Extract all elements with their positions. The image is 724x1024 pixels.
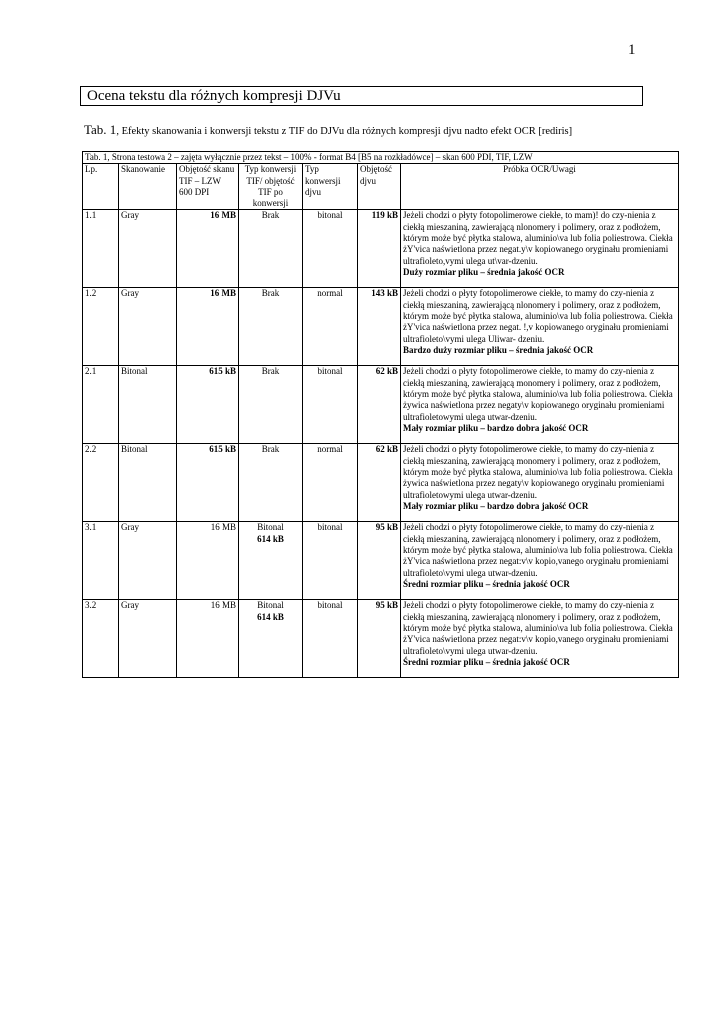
document-title: Ocena tekstu dla różnych kompresji DJVu	[80, 86, 643, 106]
table-caption	[84, 122, 684, 138]
cell-conversion	[239, 288, 303, 366]
cell-conversion	[239, 600, 303, 678]
caption-prefix: Tab. 1	[84, 122, 117, 137]
cell-ocr	[401, 210, 679, 288]
table-row	[83, 288, 679, 366]
cell-djvu-type: normal	[303, 288, 358, 366]
cell-tif-size: 16 MB	[177, 600, 239, 678]
page-number: 1	[628, 42, 636, 58]
cell-conversion	[239, 522, 303, 600]
cell-lp: 2.1	[83, 366, 119, 444]
ocr-sample-text: Jeżeli chodzi o płyty fotopolimerowe ciekłe, to mamy do czy-nienia z ciekłą mieszaniną, zawierającą nlonomery i polimery, oraz z podłożem, którym może być płytka stalowa, aluminio\va lub folia poliestrowa. Ciekła żY'vica naświetlona przez negat:v\v kopio,vanego oryginału promieniami ultrafioleto\vymi ulega utwar-dzeniu.	[403, 600, 673, 656]
ocr-note: Mały rozmiar pliku – bardzo dobra jakość OCR	[403, 500, 589, 511]
cell-djvu-size: 95 kB	[358, 522, 401, 600]
cell-djvu-size: 143 kB	[358, 288, 401, 366]
cell-scan: Gray	[119, 522, 177, 600]
conversion-type: Brak	[261, 288, 280, 299]
table-row	[83, 210, 679, 288]
header-lp: Lp.	[83, 164, 119, 210]
conversion-type: Bitonal	[257, 522, 284, 533]
conversion-type: Bitonal	[257, 600, 284, 611]
cell-lp: 3.2	[83, 600, 119, 678]
conversion-size: 614 kB	[257, 611, 284, 622]
results-table	[82, 151, 679, 678]
header-djvu-size: Objętość djvu	[358, 164, 401, 210]
header-tif-size: Objętość skanu TIF – LZW 600 DPI	[177, 164, 239, 210]
cell-tif-size: 16 MB	[177, 288, 239, 366]
cell-djvu-type: bitonal	[303, 366, 358, 444]
cell-djvu-type: normal	[303, 444, 358, 522]
cell-djvu-size: 62 kB	[358, 366, 401, 444]
cell-djvu-type: bitonal	[303, 600, 358, 678]
cell-tif-size: 16 MB	[177, 210, 239, 288]
cell-scan: Bitonal	[119, 444, 177, 522]
ocr-note: Bardzo duży rozmiar pliku – średnia jakość OCR	[403, 344, 594, 355]
cell-tif-size: 615 kB	[177, 366, 239, 444]
ocr-sample-text: Jeżeli chodzi o płyty fotopolimerowe ciekłe, to mamy do czy-nienia z ciekłą mieszaniną, zawierającą monomery i polimery, oraz z podłożem, którym może być płytka stalowa, aluminio\va lub folia poliestrowa. Ciekła żywica naświetlona przez negaty\v kopiowanego oryginału promieniami ultrafioletowymi ulega utwar-dzeniu.	[403, 444, 673, 500]
cell-scan: Gray	[119, 600, 177, 678]
ocr-sample-text: Jeżeli chodzi o płyty fotopolimerowe ciekłe, to mamy do czy-nienia z ciekłą mieszaniną, zawierającą nlonomery i polimery, oraz z podłożem, którym może być płytka stalowa, aluminio\va lub folia poliestrowa. Ciekła żY'vica naświetlona przez negat:v\v kopio,vanego oryginału promieniami ultrafioleto\vymi ulega utwar-dzeniu.	[403, 522, 673, 578]
cell-djvu-type: bitonal	[303, 210, 358, 288]
cell-lp: 1.2	[83, 288, 119, 366]
caption-text: , Efekty skanowania i konwersji tekstu z TIF do DJVu dla różnych kompresji djvu nadto efekt OCR [rediris]	[116, 126, 573, 137]
table-row	[83, 600, 679, 678]
cell-djvu-size: 119 kB	[358, 210, 401, 288]
cell-scan: Gray	[119, 210, 177, 288]
ocr-note: Średni rozmiar pliku – średnia jakość OCR	[403, 578, 570, 589]
ocr-sample-text: Jeżeli chodzi o płyty fotopolimerowe ciekłe, to mamy do czy-nienia z ciekłą mieszaniną, zawierającą nlonomery i polimery, oraz z podłożem, którym może być płytka stalowa, aluminio\va lub folia poliestrowa. Ciekła żY'vica naświetlona przez negat. !,v kopiowanego oryginału promieniami ultrafioleto\vymi ulega Uliwar- dzeniu.	[403, 288, 673, 344]
cell-ocr	[401, 444, 679, 522]
cell-ocr	[401, 366, 679, 444]
cell-djvu-size: 62 kB	[358, 444, 401, 522]
ocr-sample-text: Jeżeli chodzi o płyty fotopolimerowe ciekłe, to mamy do czy-nienia z ciekłą mieszaniną, zawierającą monomery i polimery, oraz z podłożem, którym może być płytka stalowa, aluminio\va lub folia poliestrowa. Ciekła żywica naświetlona przez negaty\v kopiowanego oryginału promieniami ultrafioletowymi ulega utwar-dzeniu.	[403, 366, 673, 422]
cell-conversion	[239, 210, 303, 288]
cell-tif-size: 16 MB	[177, 522, 239, 600]
table-row	[83, 366, 679, 444]
conversion-type: Brak	[261, 210, 280, 221]
cell-conversion	[239, 366, 303, 444]
cell-ocr	[401, 600, 679, 678]
cell-tif-size: 615 kB	[177, 444, 239, 522]
conversion-type: Brak	[261, 444, 280, 455]
cell-scan: Gray	[119, 288, 177, 366]
conversion-type: Brak	[261, 366, 280, 377]
table-header-row	[83, 164, 679, 210]
header-djvu-type: Typ konwersji djvu	[303, 164, 358, 210]
table-row	[83, 444, 679, 522]
cell-ocr	[401, 288, 679, 366]
table-title-row	[83, 152, 679, 164]
ocr-note: Średni rozmiar pliku – średnia jakość OCR	[403, 656, 570, 667]
header-scan: Skanowanie	[119, 164, 177, 210]
cell-djvu-type: bitonal	[303, 522, 358, 600]
table-row	[83, 522, 679, 600]
ocr-note: Mały rozmiar pliku – bardzo dobra jakość OCR	[403, 422, 589, 433]
cell-scan: Bitonal	[119, 366, 177, 444]
table-title: Tab. 1, Strona testowa 2 – zajęta wyłącznie przez tekst – 100% - format B4 [B5 na rozkładówce] – skan 600 PDI, TIF, LZW	[83, 152, 679, 164]
cell-conversion	[239, 444, 303, 522]
cell-djvu-size: 95 kB	[358, 600, 401, 678]
ocr-sample-text: Jeżeli chodzi o płyty fotopolimerowe ciekłe, to mam)! do czy-nienia z ciekłą mieszaniną, zawierającą nlonomery i polimery, oraz z podłożem, którym może być płytka stalowa, aluminio\va lub folia poliestrowa. Ciekła żY'vica naświetlona przez negat.y\v kopiowanego oryginału promieniami ultrafioleto,vymi ulega ut\var-dzeniu.	[403, 210, 673, 266]
header-ocr: Próbka OCR/Uwagi	[401, 164, 679, 210]
cell-ocr	[401, 522, 679, 600]
cell-lp: 1.1	[83, 210, 119, 288]
cell-lp: 3.1	[83, 522, 119, 600]
cell-lp: 2.2	[83, 444, 119, 522]
ocr-note: Duży rozmiar pliku – średnia jakość OCR	[403, 266, 565, 277]
header-conversion: Typ konwersji TIF/ objętość TIF po konwersji	[239, 164, 303, 210]
conversion-size: 614 kB	[257, 533, 284, 544]
